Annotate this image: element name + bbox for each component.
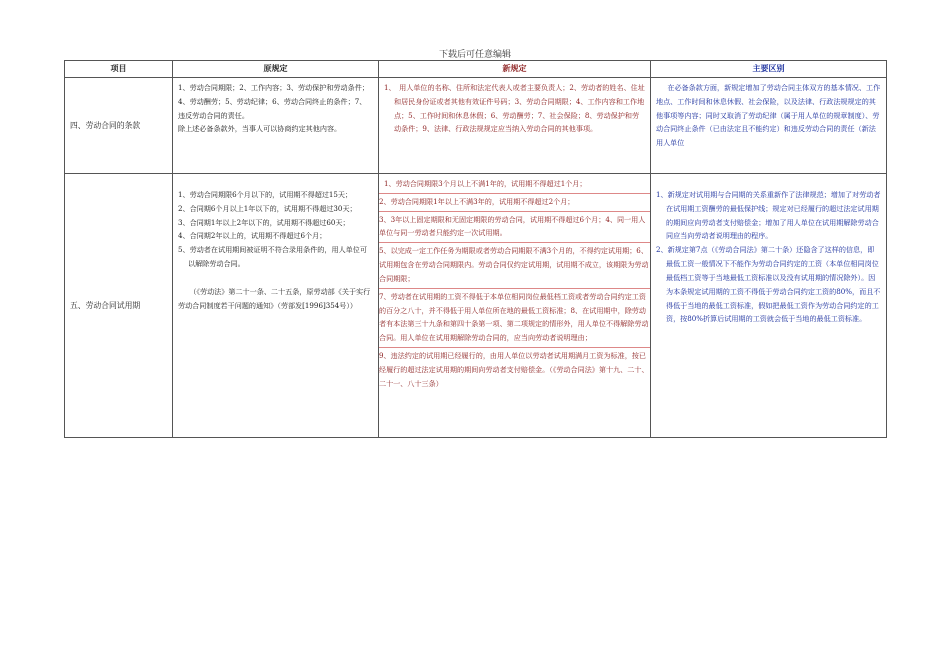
difference-text: 1、新规定对试用期与合同期的关系重新作了法律规范；增加了对劳动者在试用期工资酬劳的最低保护线；规定对已经履行的超过法定试用期的期间应向劳动者支付赔偿金；增加了用人单位在试用期解除劳动合同应当向劳动者说明理由的程序。 (656, 190, 881, 241)
new-rule-text: 7、劳动者在试用期的工资不得低于本单位相同岗位最低档工资或者劳动合同约定工资的百分之八十，并不得低于用人单位所在地的最低工资标准；8、在试用期中，除劳动者有本法第三十九条和第四十条第一项、第二项规定的情形外，用人单位不得解除劳动合同。用人单位在试用期解除劳动合同的，应当向劳动者说明理由； (379, 288, 650, 345)
old-rule-text: 5、劳动者在试用期间被证明不符合录用条件的，用人单位可以解除劳动合同。 (178, 245, 367, 269)
header-old-rule: 原规定 (173, 61, 379, 78)
old-rule-text: 除上述必备条款外，当事人可以协商约定其他内容。 (178, 124, 342, 134)
table-row (65, 78, 887, 174)
new-rule-text: 1、 用人单位的名称、住所和法定代表人或者主要负责人；2、劳动者的姓名、住址和居民身份证或者其他有效证件号码；3、劳动合同期限；4、工作内容和工作地点；5、工作时间和休息休假；6、劳动酬劳；7、社会保险；8、劳动保护和劳动条件；9、法律、行政法规规定应当纳入劳动合同的其他事项。 (384, 83, 645, 134)
new-rule-text: 5、以完成一定工作任务为期限或者劳动合同期限不满3个月的，不得约定试用期；6、试用期包含在劳动合同期限内。劳动合同仅约定试用期，试用期不成立，该期限为劳动合同期限； (379, 242, 650, 285)
difference-text: 2、新规定第7点（《劳动合同法》第二十条）还隐含了这样的信息，即最低工资一般情况下不能作为劳动合同约定的工资（本单位相同岗位最低档工资等于当地最低工资标准以及没有试用期的情况除外）。因为本条规定试用期的工资不得低于劳动合同约定工资的80%，而且不得低于当地的最低工资标准，假如把最低工资作为劳动合同约定的工资，按80%折算后试用期的工资就会低于当地的最低工资标准。 (656, 245, 881, 324)
difference-cell (651, 174, 887, 438)
header-item: 项目 (65, 61, 173, 78)
old-rule-source: （《劳动法》第二十一条、二十五条，原劳动部《关于实行劳动合同制度若干问题的通知》（劳部发[1996]354号）） (178, 286, 371, 310)
header-main-difference: 主要区别 (651, 61, 887, 78)
table-row (65, 174, 887, 438)
new-rule-text: 3、3年以上固定期限和无固定期限的劳动合同，试用期不得超过6个月；4、同一用人单位与同一劳动者只能约定一次试用期。 (379, 211, 650, 241)
table-header-row (65, 61, 887, 78)
new-rule-cell (379, 174, 651, 438)
old-rule-text: 1、劳动合同期限；2、工作内容；3、劳动保护和劳动条件；4、劳动酬劳；5、劳动纪律；6、劳动合同终止的条件；7、违反劳动合同的责任。 (178, 83, 369, 120)
old-rule-text: 1、劳动合同期限6个月以下的，试用期不得超过15天； (178, 190, 353, 199)
new-rule-text: 9、违法约定的试用期已经履行的，由用人单位以劳动者试用期满月工资为标准，按已经履行的超过法定试用期的期间向劳动者支付赔偿金。（《劳动合同法》第十九、二十、二十一、八十三条） (379, 347, 650, 390)
new-rule-text: 2、劳动合同期限1年以上不满3年的，试用期不得超过2个月； (379, 193, 650, 209)
difference-cell (651, 78, 887, 174)
row-item-label: 五、劳动合同试用期 (65, 174, 173, 438)
page-header-note: 下载后可任意编辑 (438, 50, 511, 60)
old-rule-cell (173, 78, 379, 174)
old-rule-text: 3、合同期1年以上2年以下的，试用期不得超过60天； (178, 217, 350, 227)
old-rule-text: 2、合同期6个月以上1年以下的，试用期不得超过30天； (178, 203, 357, 213)
old-rule-cell (173, 174, 379, 438)
new-rule-text: 1、劳动合同期限3个月以上不满1年的，试用期不得超过1个月； (384, 179, 587, 188)
header-new-rule: 新规定 (379, 61, 651, 78)
old-rule-text: 4、合同期2年以上的，试用期不得超过6个月； (178, 231, 327, 241)
comparison-table (64, 60, 887, 438)
row-item-label: 四、劳动合同的条款 (65, 78, 173, 174)
new-rule-cell (379, 78, 651, 174)
difference-text: 在必备条款方面，新规定增加了劳动合同主体双方的基本情况、工作地点、工作时间和休息休假、社会保险，以及法律、行政法规规定的其他事项等内容；同时又取消了劳动纪律（属于用人单位的规章制度）、劳动合同终止条件（已由法定且不能约定）和违反劳动合同的责任（新法用人单位 (656, 83, 881, 148)
